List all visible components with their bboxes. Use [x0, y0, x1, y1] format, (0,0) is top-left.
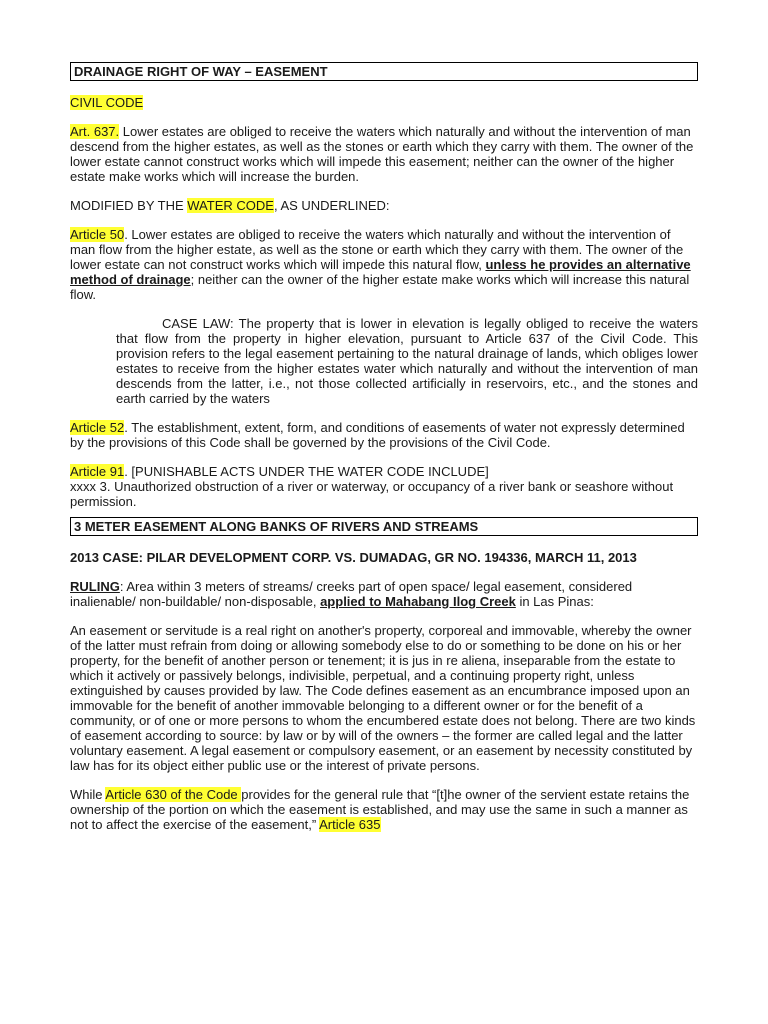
ruling-text-b: in Las Pinas: [515, 594, 594, 609]
modified-pre: MODIFIED BY THE [70, 198, 188, 213]
ruling-underlined: applied to Mahabang Ilog Creek [320, 594, 516, 609]
easement-definition-paragraph: An easement or servitude is a real right on another's property, corporeal and immovable, whereby the owner of the latter must refrain from doing or allowing somebody else to do or something to be done on his or her property, for the benefit of another person or tenement; it is jus in re aliena, inseparable from the estate to which it actively or passively belongs, indivisible, perpetual, and a continuing property right, unless extinguished by causes provided by law. The Code defines easement as an encumbrance imposed upon an immovable for the benefit of another immovable belonging to a different owner or for the benefit of a community, or of one or more persons to whom the encumbered estate does not belong. There are two kinds of easement according to source: by law or by will of the owners – the former are called legal and the latter voluntary easement. A legal easement or compulsory easement, or an easement by necessity constituted by law has for its object either public use or the interest of private persons. [70, 623, 696, 773]
modified-by-line [70, 198, 698, 213]
section-heading-drainage: DRAINAGE RIGHT OF WAY – EASEMENT [70, 62, 698, 81]
article-52-text: . The establishment, extent, form, and conditions of easements of water not expressly determined by the provisions of this Code shall be governed by the provisions of the Civil Code. [70, 420, 685, 450]
article-50-text-a: . Lower estates are obliged to receive the waters which naturally and without the intervention of man flow from the higher estate, as well as the stone or earth which they carry with them. The owner of the lower estate can not construct works which will impede this natural flow, [70, 227, 684, 272]
para2-mid: provides for the general rule that “[t]he owner of the servient estate retains the ownership of the portion on which the easement is established, and may use the same in such a manner as not to affect the exercise of the easement,” [70, 787, 690, 832]
article-91-item: xxxx 3. Unauthorized obstruction of a river or waterway, or occupancy of a river bank or seashore without permission. [70, 479, 674, 509]
ruling-paragraph [70, 579, 698, 609]
article-50-underlined: unless he provides an alternative method of drainage [70, 257, 691, 287]
ruling-label: RULING [70, 579, 120, 594]
case-law-block [116, 316, 698, 406]
article-637-paragraph [70, 124, 698, 184]
case-law-text: CASE LAW: The property that is lower in elevation is legally obliged to receive the waters that flow from the property in higher elevation, pursuant to Article 637 of the Civil Code. This provision refers to the legal easement pertaining to the natural drainage of lands, which obliges lower estates to receive from the higher estates water which naturally and without the intervention of man descends from the latter, i.e., not those collected artificially in reservoirs, etc., and the stones and earth carried by the waters [116, 316, 698, 406]
article-52-label: Article 52 [70, 420, 125, 435]
section-heading-3-meter: 3 METER EASEMENT ALONG BANKS OF RIVERS AND STREAMS [70, 517, 698, 536]
article-630-highlight: Article 630 of the Code [105, 787, 242, 802]
para2-pre: While [70, 787, 106, 802]
article-50-paragraph [70, 227, 698, 302]
article-50-label: Article 50 [70, 227, 125, 242]
article-635-highlight: Article 635 [319, 817, 381, 832]
article-91-paragraph [70, 464, 698, 509]
modified-post: , AS UNDERLINED: [273, 198, 390, 213]
article-52-paragraph [70, 420, 698, 450]
civil-code-highlight: CIVIL CODE [70, 95, 144, 110]
document-page [70, 62, 698, 832]
ruling-text-a: : Area within 3 meters of streams/ creeks part of open space/ legal easement, considered inalienable/ non-buildable/ non-disposable, [70, 579, 633, 609]
article-50-text-b: ; neither can the owner of the higher estate make works which will increase this natural flow. [70, 272, 690, 302]
civil-code-label [70, 95, 698, 110]
article-637-label: Art. 637. [70, 124, 120, 139]
case-title: 2013 CASE: PILAR DEVELOPMENT CORP. VS. DUMADAG, GR NO. 194336, MARCH 11, 2013 [70, 550, 637, 565]
article-637-text: Lower estates are obliged to receive the waters which naturally and without the intervention of man descend from the higher estates, as well as the stones or earth which they carry with them. The owner of the lower estate cannot construct works which will impede this easement; neither can the owner of the higher estate make works which will increase the burden. [70, 124, 694, 184]
water-code-highlight: WATER CODE [187, 198, 274, 213]
article-91-text: . [PUNISHABLE ACTS UNDER THE WATER CODE INCLUDE] [124, 464, 489, 479]
article-91-label: Article 91 [70, 464, 125, 479]
article-630-paragraph [70, 787, 698, 832]
